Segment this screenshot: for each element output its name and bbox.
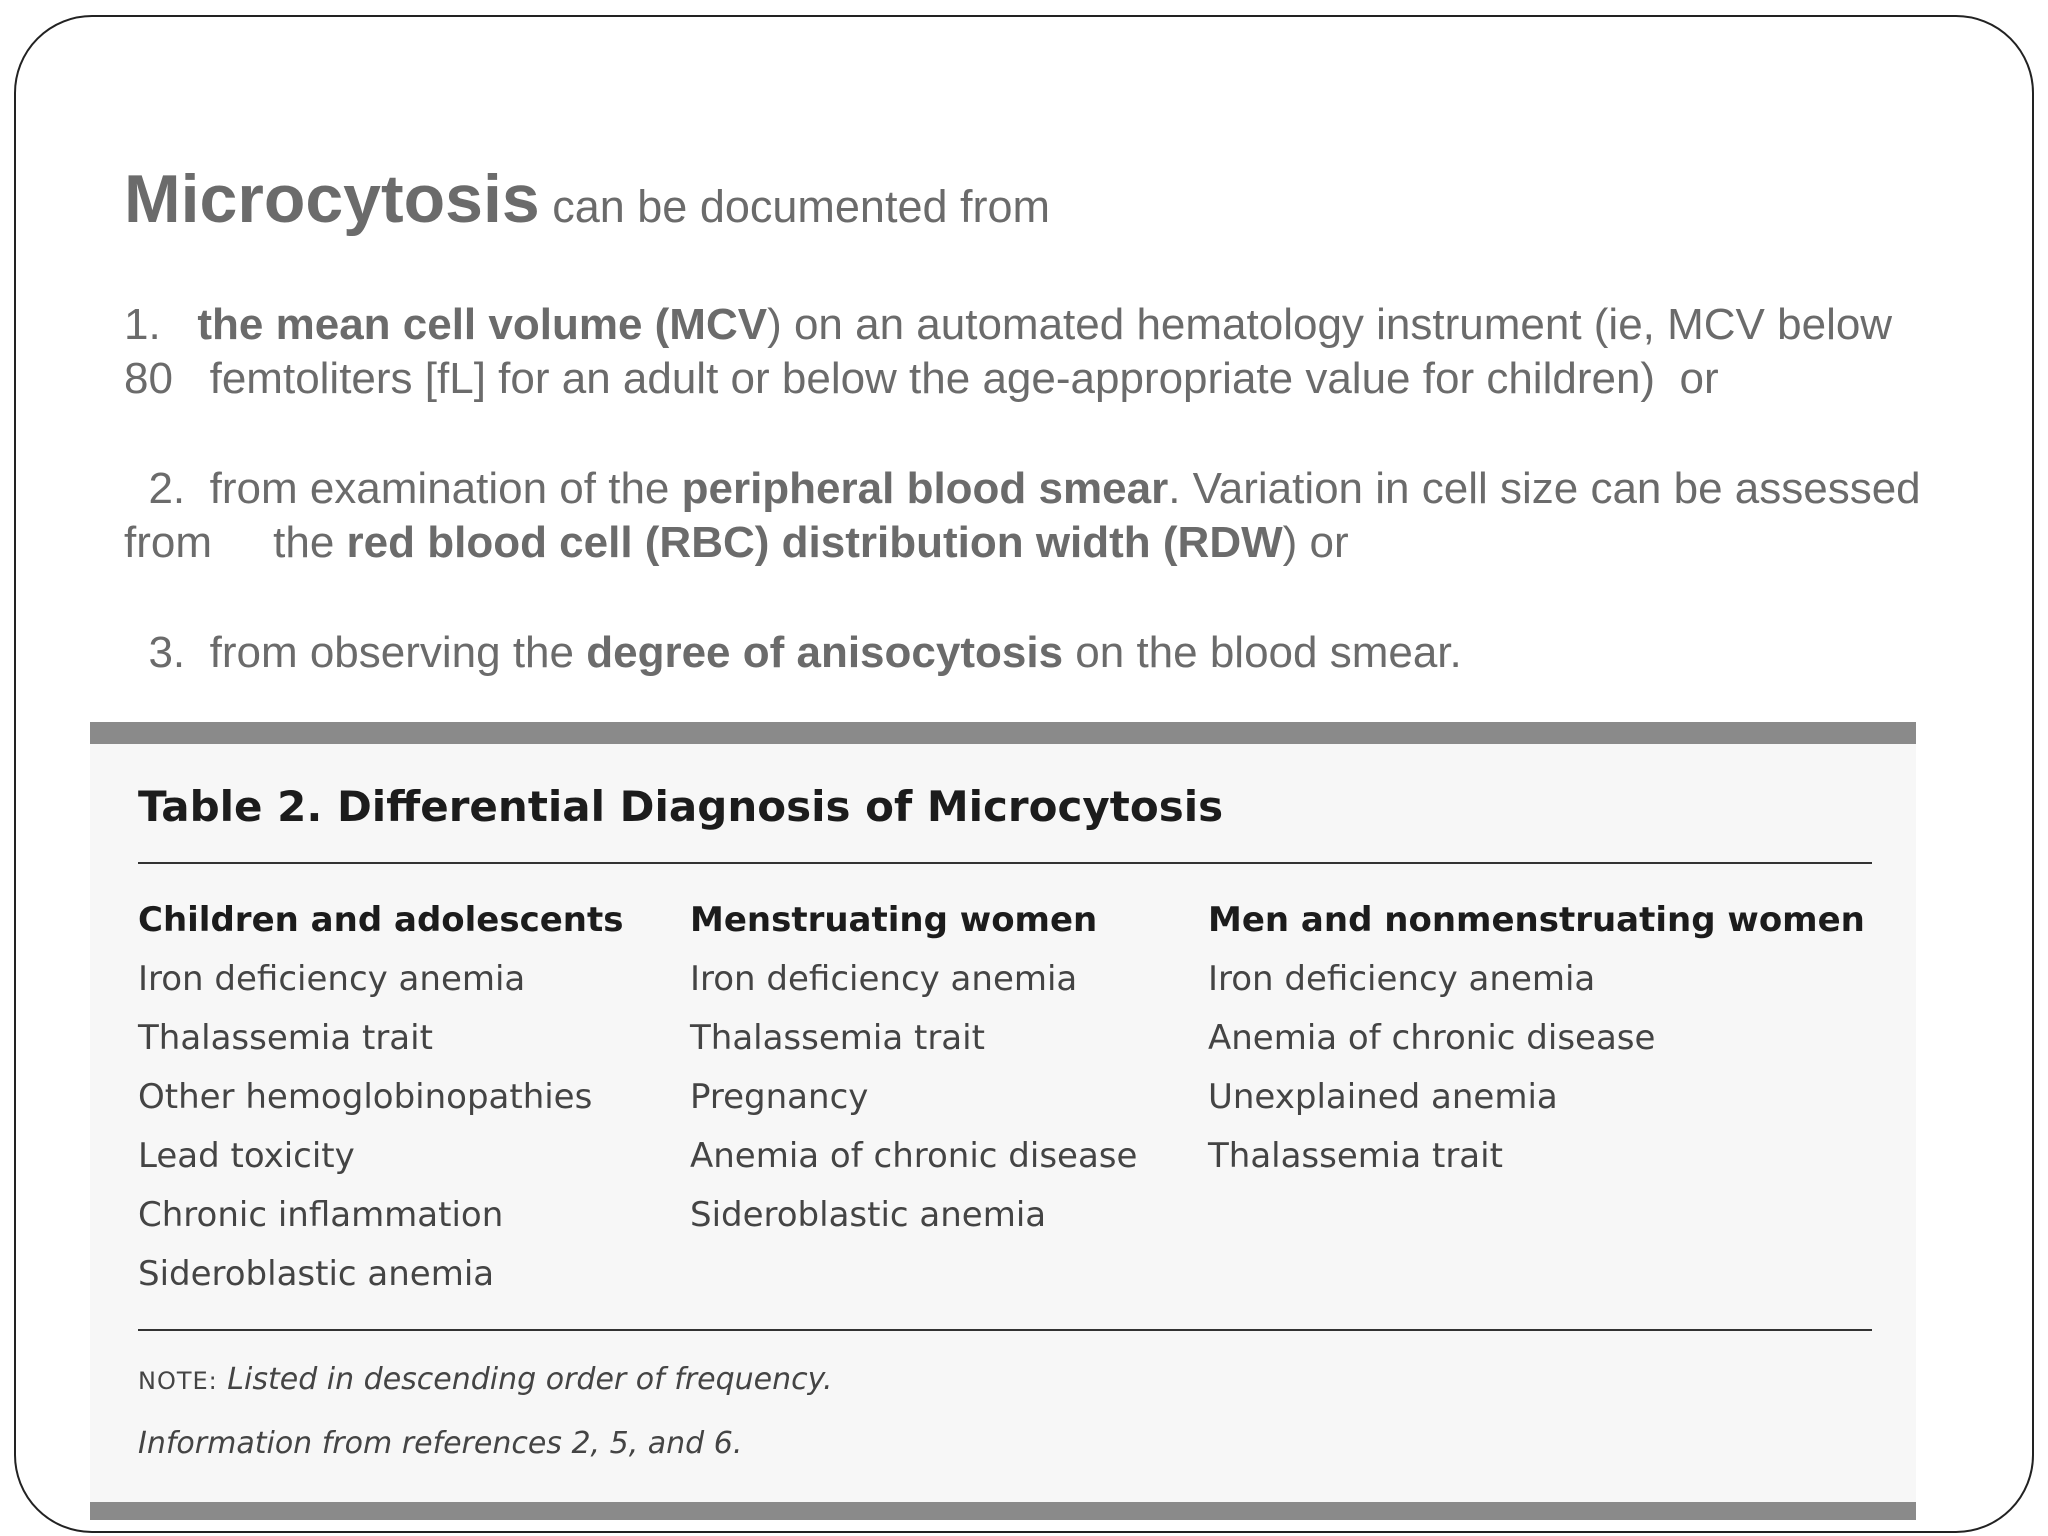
table-column-children <box>138 900 624 1313</box>
list-item: Anemia of chronic disease <box>690 1136 1138 1176</box>
list-item: Thalassemia trait <box>1208 1136 1503 1176</box>
method-2-end: ) or <box>1282 518 1349 567</box>
method-1 <box>124 298 1944 406</box>
method-1-number: 1. <box>124 300 198 349</box>
column-header: Menstruating women <box>690 900 1098 940</box>
method-3-number: 3. from observing the <box>124 628 587 677</box>
method-1-term: the mean cell volume (MCV <box>197 300 768 349</box>
table-top-bar <box>90 722 1916 744</box>
table-title: Table 2. Differential Diagnosis of Microcytosis <box>138 782 1224 831</box>
method-2-number: 2. from examination of the <box>124 464 682 513</box>
note-label: NOTE: <box>138 1367 218 1395</box>
method-3-text: on the blood smear. <box>1063 628 1462 677</box>
list-item: Sideroblastic anemia <box>690 1195 1047 1235</box>
table-note <box>138 1362 833 1397</box>
method-2-text: . Variation in cell size can be assessed from the <box>124 464 1933 567</box>
method-3-term: degree of anisocytosis <box>586 628 1064 677</box>
differential-diagnosis-table <box>90 722 1916 1520</box>
method-1-text: ) on an automated hematology instrument (ie, MCV below 80 femtoliters [fL] for an adult or below the age-appropriate value for children) or <box>124 300 1905 403</box>
table-rule-bottom <box>138 1329 1872 1331</box>
list-item: Other hemoglobinopathies <box>138 1077 593 1117</box>
list-item: Lead toxicity <box>138 1136 355 1176</box>
slide-heading <box>124 160 1050 238</box>
table-bottom-bar <box>90 1502 1916 1520</box>
method-2-term-rdw: red blood cell (RBC) distribution width (RDW <box>346 518 1283 567</box>
method-2-term: peripheral blood smear <box>681 464 1169 513</box>
table-rule-top <box>138 862 1872 864</box>
table-column-men <box>1208 900 1865 1195</box>
list-item: Thalassemia trait <box>690 1018 985 1058</box>
method-list <box>124 298 1944 680</box>
note-text: Listed in descending order of frequency. <box>217 1362 833 1397</box>
table-source: Information from references 2, 5, and 6. <box>138 1426 743 1461</box>
method-3 <box>124 626 1944 680</box>
heading-rest: can be documented from <box>539 181 1050 232</box>
list-item: Thalassemia trait <box>138 1018 433 1058</box>
list-item: Pregnancy <box>690 1077 869 1117</box>
column-header: Children and adolescents <box>138 900 624 940</box>
table-column-menstruating-women <box>690 900 1137 1254</box>
list-item: Anemia of chronic disease <box>1208 1018 1656 1058</box>
list-item: Sideroblastic anemia <box>138 1254 495 1294</box>
method-2 <box>124 462 1944 570</box>
list-item: Iron deficiency anemia <box>1208 959 1596 999</box>
list-item: Chronic inflammation <box>138 1195 504 1235</box>
list-item: Iron deficiency anemia <box>690 959 1078 999</box>
column-header: Men and nonmenstruating women <box>1208 900 1865 940</box>
heading-term: Microcytosis <box>124 161 540 237</box>
list-item: Unexplained anemia <box>1208 1077 1558 1117</box>
list-item: Iron deficiency anemia <box>138 959 526 999</box>
